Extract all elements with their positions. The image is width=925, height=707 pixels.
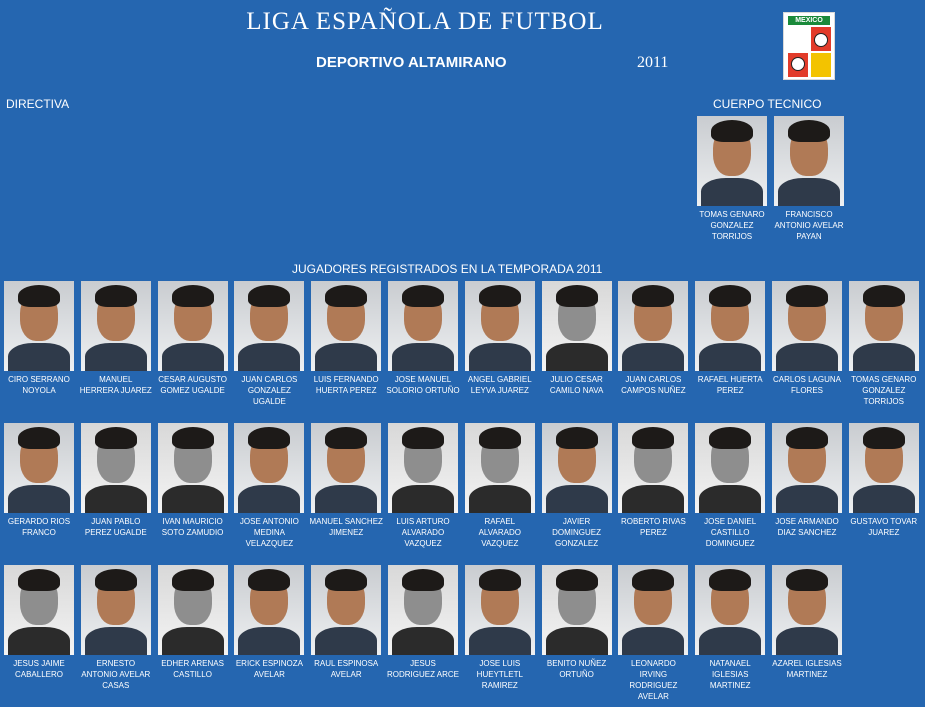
portrait-photo xyxy=(618,423,688,513)
person-card xyxy=(79,423,153,538)
person-card xyxy=(79,565,153,691)
person-name: MANUEL SANCHEZ JIMENEZ xyxy=(309,517,383,537)
person-name: JOSE MANUEL SOLORIO ORTUÑO xyxy=(386,375,460,395)
portrait-photo xyxy=(234,423,304,513)
portrait-photo xyxy=(158,423,228,513)
portrait-photo xyxy=(388,281,458,371)
person-card xyxy=(770,565,844,680)
person-card xyxy=(616,423,690,538)
portrait-photo xyxy=(695,565,765,655)
portrait-photo xyxy=(618,565,688,655)
person-card xyxy=(79,281,153,396)
section-jugadores: JUGADORES REGISTRADOS EN LA TEMPORADA 2011 xyxy=(292,262,603,276)
person-name: AZAREL IGLESIAS MARTINEZ xyxy=(772,659,842,679)
person-card xyxy=(540,423,614,549)
portrait-photo xyxy=(158,565,228,655)
person-card xyxy=(2,281,76,396)
person-card xyxy=(616,281,690,396)
person-name: ROBERTO RIVAS PEREZ xyxy=(620,517,686,537)
person-name: GUSTAVO TOVAR JUAREZ xyxy=(850,517,918,537)
person-name: JOSE ARMANDO DIAZ SANCHEZ xyxy=(775,517,839,537)
portrait-photo xyxy=(4,565,74,655)
person-name: EDHER ARENAS CASTILLO xyxy=(161,659,224,679)
person-name: JOSE ANTONIO MEDINA VELAZQUEZ xyxy=(239,517,299,548)
portrait-photo xyxy=(158,281,228,371)
portrait-photo xyxy=(465,423,535,513)
portrait-photo xyxy=(542,565,612,655)
portrait-photo xyxy=(388,423,458,513)
person-card xyxy=(770,423,844,538)
person-name: ANGEL GABRIEL LEYVA JUAREZ xyxy=(467,375,532,395)
person-card xyxy=(540,281,614,396)
portrait-photo xyxy=(772,423,842,513)
portrait-photo xyxy=(772,281,842,371)
person-name: MANUEL HERRERA JUAREZ xyxy=(79,375,152,395)
person-card xyxy=(386,565,460,680)
portrait-photo xyxy=(465,281,535,371)
person-card xyxy=(232,565,306,680)
person-card xyxy=(540,565,614,680)
person-card xyxy=(309,281,383,396)
person-name: LUIS FERNANDO HUERTA PEREZ xyxy=(313,375,379,395)
person-name: JOSE DANIEL CASTILLO DOMINGUEZ xyxy=(704,517,757,548)
person-card xyxy=(616,565,690,702)
person-card xyxy=(463,423,537,549)
person-name: JESUS JAIME CABALLERO xyxy=(13,659,65,679)
person-name: BENITO NUÑEZ ORTUÑO xyxy=(546,659,607,679)
person-name: TOMAS GENARO GONZALEZ TORRIJOS xyxy=(851,375,917,406)
portrait-photo xyxy=(234,565,304,655)
person-name: FRANCISCO ANTONIO AVELAR PAYAN xyxy=(774,210,844,241)
person-name: GERARDO RIOS FRANCO xyxy=(7,517,71,537)
person-card xyxy=(772,116,846,242)
person-card xyxy=(232,281,306,407)
person-name: JOSE LUIS HUEYTLETL RAMIREZ xyxy=(476,659,523,690)
section-cuerpo-tecnico: CUERPO TECNICO xyxy=(713,97,822,111)
portrait-photo xyxy=(465,565,535,655)
portrait-photo xyxy=(542,281,612,371)
person-card xyxy=(463,281,537,396)
person-name: JESUS RODRIGUEZ ARCE xyxy=(386,659,459,679)
person-card xyxy=(386,281,460,396)
person-name: CESAR AUGUSTO GOMEZ UGALDE xyxy=(158,375,227,395)
crest-label: MEXICO xyxy=(795,17,823,24)
person-card xyxy=(693,565,767,691)
person-name: IVAN MAURICIO SOTO ZAMUDIO xyxy=(161,517,224,537)
person-name: LEONARDO IRVING RODRIGUEZ AVELAR xyxy=(629,659,678,701)
person-name: RAFAEL HUERTA PEREZ xyxy=(697,375,763,395)
portrait-photo xyxy=(4,281,74,371)
person-name: ERICK ESPINOZA AVELAR xyxy=(235,659,303,679)
person-name: RAUL ESPINOSA AVELAR xyxy=(314,659,379,679)
portrait-photo xyxy=(234,281,304,371)
person-card xyxy=(847,281,921,407)
person-card xyxy=(695,116,769,242)
person-card xyxy=(847,423,921,538)
person-name: NATANAEL IGLESIAS MARTINEZ xyxy=(709,659,751,690)
person-name: TOMAS GENARO GONZALEZ TORRIJOS xyxy=(699,210,765,241)
person-card xyxy=(156,281,230,396)
person-card xyxy=(693,281,767,396)
portrait-photo xyxy=(542,423,612,513)
portrait-photo xyxy=(849,423,919,513)
person-name: JAVIER DOMINGUEZ GONZALEZ xyxy=(552,517,602,548)
person-card xyxy=(156,423,230,538)
portrait-photo xyxy=(81,565,151,655)
person-card xyxy=(770,281,844,396)
person-name: JUAN PABLO PEREZ UGALDE xyxy=(84,517,147,537)
portrait-photo xyxy=(81,423,151,513)
portrait-photo xyxy=(772,565,842,655)
section-directiva: DIRECTIVA xyxy=(6,97,70,111)
portrait-photo xyxy=(311,565,381,655)
person-card xyxy=(693,423,767,549)
person-card xyxy=(156,565,230,680)
portrait-photo xyxy=(618,281,688,371)
season-year: 2011 xyxy=(637,54,669,71)
person-name: JUAN CARLOS GONZALEZ UGALDE xyxy=(241,375,298,406)
person-name: CIRO SERRANO NOYOLA xyxy=(8,375,70,395)
portrait-photo xyxy=(388,565,458,655)
person-name: RAFAEL ALVARADO VAZQUEZ xyxy=(478,517,521,548)
team-name: DEPORTIVO ALTAMIRANO xyxy=(316,54,507,71)
person-name: ERNESTO ANTONIO AVELAR CASAS xyxy=(81,659,151,690)
person-card xyxy=(463,565,537,691)
person-card xyxy=(309,423,383,538)
portrait-photo xyxy=(4,423,74,513)
person-name: LUIS ARTURO ALVARADO VAZQUEZ xyxy=(396,517,450,548)
portrait-photo xyxy=(311,423,381,513)
portrait-photo xyxy=(695,281,765,371)
portrait-photo xyxy=(774,116,844,206)
portrait-photo xyxy=(697,116,767,206)
person-name: JULIO CESAR CAMILO NAVA xyxy=(549,375,604,395)
portrait-photo xyxy=(311,281,381,371)
person-name: CARLOS LAGUNA FLORES xyxy=(772,375,842,395)
person-card xyxy=(2,565,76,680)
person-card xyxy=(232,423,306,549)
person-card xyxy=(2,423,76,538)
team-crest-logo xyxy=(783,12,835,80)
portrait-photo xyxy=(695,423,765,513)
portrait-photo xyxy=(849,281,919,371)
person-name: JUAN CARLOS CAMPOS NUÑEZ xyxy=(621,375,686,395)
person-card xyxy=(309,565,383,680)
portrait-photo xyxy=(81,281,151,371)
person-card xyxy=(386,423,460,549)
league-title: LIGA ESPAÑOLA DE FUTBOL xyxy=(246,8,604,35)
